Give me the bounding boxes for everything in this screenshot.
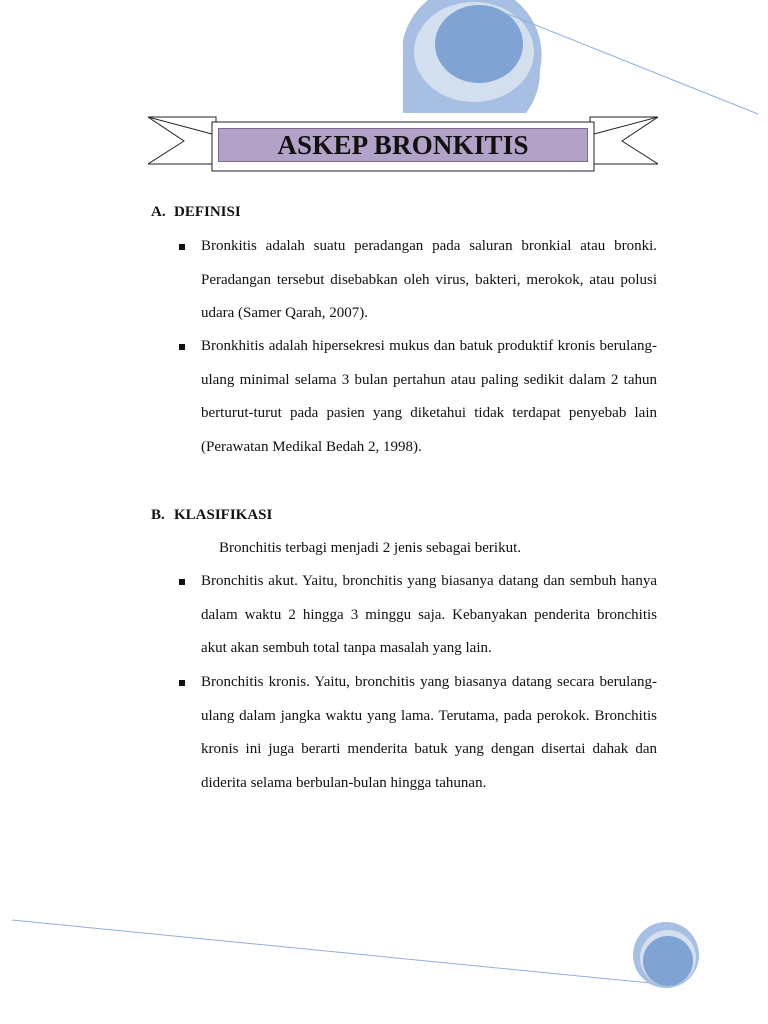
top-right-line — [508, 14, 758, 114]
classification-item-2: Bronchitis kronis. Yaitu, bronchitis yang biasanya datang secara berulang-ulang dalam jangka waktu yang lama. Terutama, pada perokok. Bronchitis kronis ini juga berarti menderita batuk yang dengan disertai dahak dan diderita selama berbulan-bulan hingga tahunan. — [201, 674, 657, 791]
bottom-line — [12, 920, 660, 984]
definition-item-2: Bronkhitis adalah hipersekresi mukus dan batuk produktif kronis berulang-ulang minimal selama 3 bulan pertahun atau paling sedikit dalam 2 tahun berturut-turut pada pasien yang diketahui tidak terdapat penyebab lain (Perawatan Medikal Bedah 2, 1998). — [201, 338, 657, 455]
section-b-number: B. — [151, 507, 165, 523]
section-b-heading — [151, 507, 272, 524]
page-title: ASKEP BRONKITIS — [277, 129, 529, 160]
section-b-title: KLASIFIKASI — [174, 507, 273, 523]
bullet-icon — [179, 244, 185, 250]
classification-item-1: Bronchitis akut. Yaitu, bronchitis yang biasanya datang dan sembuh hanya dalam waktu 2 hingga 3 minggu saja. Kebanyakan penderita bronchitis akut akan sembuh total tanpa masalah yang lain. — [201, 573, 657, 657]
bottom-circle-ornament — [633, 922, 699, 988]
top-circle-ornament — [403, 0, 542, 113]
bullet-icon — [179, 344, 185, 350]
title-box — [218, 128, 588, 162]
classification-intro: Bronchitis terbagi menjadi 2 jenis sebagai berikut. — [219, 540, 522, 556]
bullet-icon — [179, 579, 185, 585]
section-a-number: A. — [151, 204, 166, 220]
bullet-icon — [179, 680, 185, 686]
definition-item-1: Bronkitis adalah suatu peradangan pada saluran bronkial atau bronki. Peradangan tersebut disebabkan oleh virus, bakteri, merokok, atau polusi udara (Samer Qarah, 2007). — [201, 238, 657, 322]
section-a-heading — [151, 204, 241, 221]
section-a-title: DEFINISI — [174, 204, 241, 220]
